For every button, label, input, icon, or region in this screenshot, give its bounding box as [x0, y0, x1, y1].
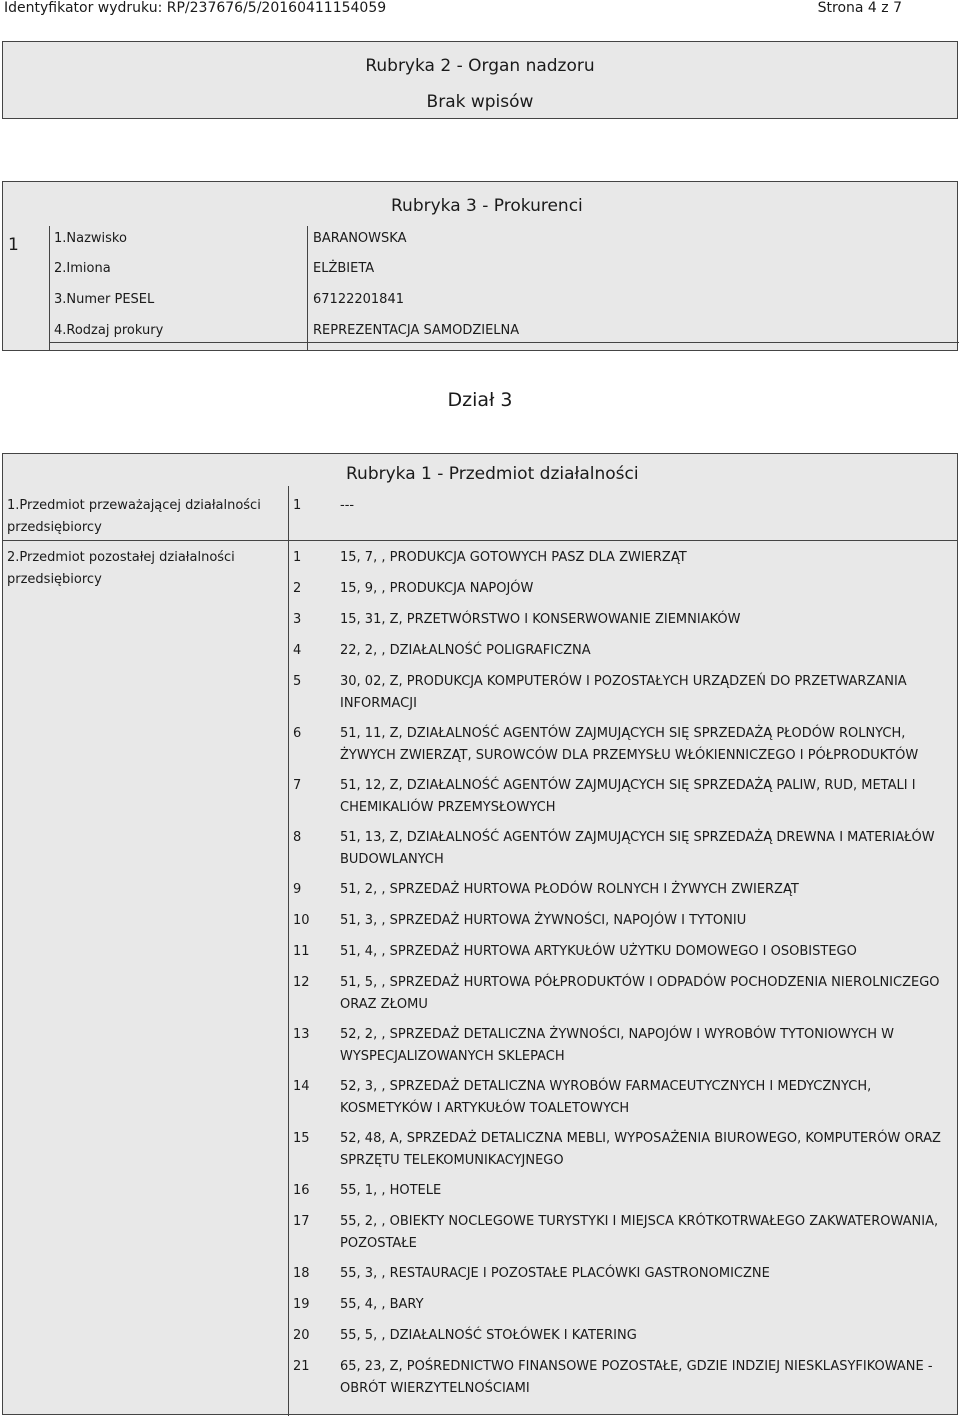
activity-text: 55, 1, , HOTELE	[340, 1183, 442, 1198]
rubryka-3-box	[2, 181, 958, 351]
activity-text: 51, 13, Z, DZIAŁALNOŚĆ AGENTÓW ZAJMUJĄCYCH SIĘ SPRZEDAŻĄ DREWNA I MATERIAŁÓW	[340, 830, 935, 845]
prokurent-value-imiona: ELŻBIETA	[313, 261, 375, 276]
activity-num: 4	[293, 643, 302, 658]
activity-text-cont: WYSPECJALIZOWANYCH SKLEPACH	[340, 1049, 565, 1064]
activity-text: 55, 2, , OBIEKTY NOCLEGOWE TURYSTYKI I MIEJSCA KRÓTKOTRWAŁEGO ZAKWATEROWANIA,	[340, 1214, 939, 1229]
activity-text-cont: BUDOWLANYCH	[340, 852, 444, 867]
activity-text: 51, 2, , SPRZEDAŻ HURTOWA PŁODÓW ROLNYCH I ŻYWYCH ZWIERZĄT	[340, 882, 799, 897]
activity-num: 9	[293, 882, 302, 897]
activity-text-cont: SPRZĘTU TELEKOMUNIKACYJNEGO	[340, 1153, 564, 1168]
section-2-label: 2.Przedmiot pozostałej działalności	[7, 550, 235, 565]
activity-text: 52, 48, A, SPRZEDAŻ DETALICZNA MEBLI, WYPOSAŻENIA BIUROWEGO, KOMPUTERÓW ORAZ	[340, 1131, 941, 1146]
prokurent-label-rodzaj: 4.Rodzaj prokury	[54, 323, 164, 338]
prokurent-label-nazwisko: 1.Nazwisko	[54, 231, 127, 246]
activity-num: 10	[293, 913, 310, 928]
activity-text: 65, 23, Z, POŚREDNICTWO FINANSOWE POZOSTAŁE, GDZIE INDZIEJ NIESKLASYFIKOWANE -	[340, 1359, 933, 1374]
activity-text: 51, 5, , SPRZEDAŻ HURTOWA PÓŁPRODUKTÓW I ODPADÓW POCHODZENIA NIEROLNICZEGO	[340, 975, 940, 990]
activity-text: 51, 3, , SPRZEDAŻ HURTOWA ŻYWNOŚCI, NAPOJÓW I TYTONIU	[340, 913, 747, 928]
prokurent-value-pesel: 67122201841	[313, 292, 404, 307]
prokurent-label-pesel: 3.Numer PESEL	[54, 292, 155, 307]
activity-num: 1	[293, 550, 302, 565]
activity-text-cont: INFORMACJI	[340, 696, 417, 711]
activity-num: 2	[293, 581, 302, 596]
activity-text-cont: CHEMIKALIÓW PRZEMYSŁOWYCH	[340, 800, 556, 815]
activity-num: 13	[293, 1027, 310, 1042]
activity-num: 8	[293, 830, 302, 845]
activity-text: 55, 5, , DZIAŁALNOŚĆ STOŁÓWEK I KATERING	[340, 1328, 637, 1343]
activity-num: 15	[293, 1131, 310, 1146]
activity-text: 51, 11, Z, DZIAŁALNOŚĆ AGENTÓW ZAJMUJĄCYCH SIĘ SPRZEDAŻĄ PŁODÓW ROLNYCH,	[340, 726, 906, 741]
activity-text: 15, 7, , PRODUKCJA GOTOWYCH PASZ DLA ZWIERZĄT	[340, 550, 687, 565]
activity-num: 20	[293, 1328, 310, 1343]
activity-num: 12	[293, 975, 310, 990]
activity-text-cont: ORAZ ZŁOMU	[340, 997, 428, 1012]
activity-num: 7	[293, 778, 302, 793]
activity-num: 14	[293, 1079, 310, 1094]
activity-text: 51, 4, , SPRZEDAŻ HURTOWA ARTYKUŁÓW UŻYTKU DOMOWEGO I OSOBISTEGO	[340, 944, 857, 959]
section-1-num: 1	[293, 498, 302, 513]
rubryka-2-subtitle: Brak wpisów	[426, 92, 534, 112]
activity-text: 22, 2, , DZIAŁALNOŚĆ POLIGRAFICZNA	[340, 643, 591, 658]
section-1-value: ---	[340, 498, 355, 513]
activity-num: 16	[293, 1183, 310, 1198]
activity-text: 15, 31, Z, PRZETWÓRSTWO I KONSERWOWANIE ZIEMNIAKÓW	[340, 612, 741, 627]
activity-num: 18	[293, 1266, 310, 1281]
rubryka-3-title: Rubryka 3 - Prokurenci	[391, 196, 583, 216]
dzial-title: Dział 3	[447, 389, 513, 411]
section-1-label: 1.Przedmiot przeważającej działalności	[7, 498, 261, 513]
activity-text-cont: POZOSTAŁE	[340, 1236, 417, 1251]
activity-text-cont: OBRÓT WIERZYTELNOŚCIAMI	[340, 1381, 530, 1396]
prokurent-index: 1	[8, 235, 19, 255]
page-number: Strona 4 z 7	[817, 0, 902, 16]
activity-num: 19	[293, 1297, 310, 1312]
activity-text: 52, 3, , SPRZEDAŻ DETALICZNA WYROBÓW FARMACEUTYCZNYCH I MEDYCZNYCH,	[340, 1079, 872, 1094]
activity-num: 21	[293, 1359, 310, 1374]
rubryka-1-title: Rubryka 1 - Przedmiot działalności	[346, 464, 639, 484]
print-identifier: Identyfikator wydruku: RP/237676/5/20160411154059	[4, 0, 387, 16]
prokurent-value-nazwisko: BARANOWSKA	[313, 231, 407, 246]
activity-text-cont: ŻYWYCH ZWIERZĄT, SUROWCÓW DLA PRZEMYSŁU WŁÓKIENNICZEGO I PÓŁPRODUKTÓW	[340, 748, 919, 763]
prokurent-value-rodzaj: REPREZENTACJA SAMODZIELNA	[313, 323, 520, 338]
rubryka-1-box	[2, 453, 958, 1415]
prokurent-label-imiona: 2.Imiona	[54, 261, 111, 276]
activity-num: 6	[293, 726, 302, 741]
activity-text: 55, 3, , RESTAURACJE I POZOSTAŁE PLACÓWKI GASTRONOMICZNE	[340, 1266, 770, 1281]
section-1-label-cont: przedsiębiorcy	[7, 520, 102, 535]
rubryka-2-box	[2, 41, 958, 119]
activity-text: 30, 02, Z, PRODUKCJA KOMPUTERÓW I POZOSTAŁYCH URZĄDZEŃ DO PRZETWARZANIA	[340, 674, 907, 689]
activity-text: 55, 4, , BARY	[340, 1297, 424, 1312]
activity-text: 52, 2, , SPRZEDAŻ DETALICZNA ŻYWNOŚCI, NAPOJÓW I WYROBÓW TYTONIOWYCH W	[340, 1027, 894, 1042]
activity-text: 51, 12, Z, DZIAŁALNOŚĆ AGENTÓW ZAJMUJĄCYCH SIĘ SPRZEDAŻĄ PALIW, RUD, METALI I	[340, 778, 916, 793]
activity-text: 15, 9, , PRODUKCJA NAPOJÓW	[340, 581, 534, 596]
activity-num: 11	[293, 944, 310, 959]
rubryka-2-title: Rubryka 2 - Organ nadzoru	[365, 56, 595, 76]
activity-num: 3	[293, 612, 302, 627]
activity-num: 17	[293, 1214, 310, 1229]
activity-text-cont: KOSMETYKÓW I ARTYKUŁÓW TOALETOWYCH	[340, 1101, 630, 1116]
section-2-label-cont: przedsiębiorcy	[7, 572, 102, 587]
activity-num: 5	[293, 674, 302, 689]
